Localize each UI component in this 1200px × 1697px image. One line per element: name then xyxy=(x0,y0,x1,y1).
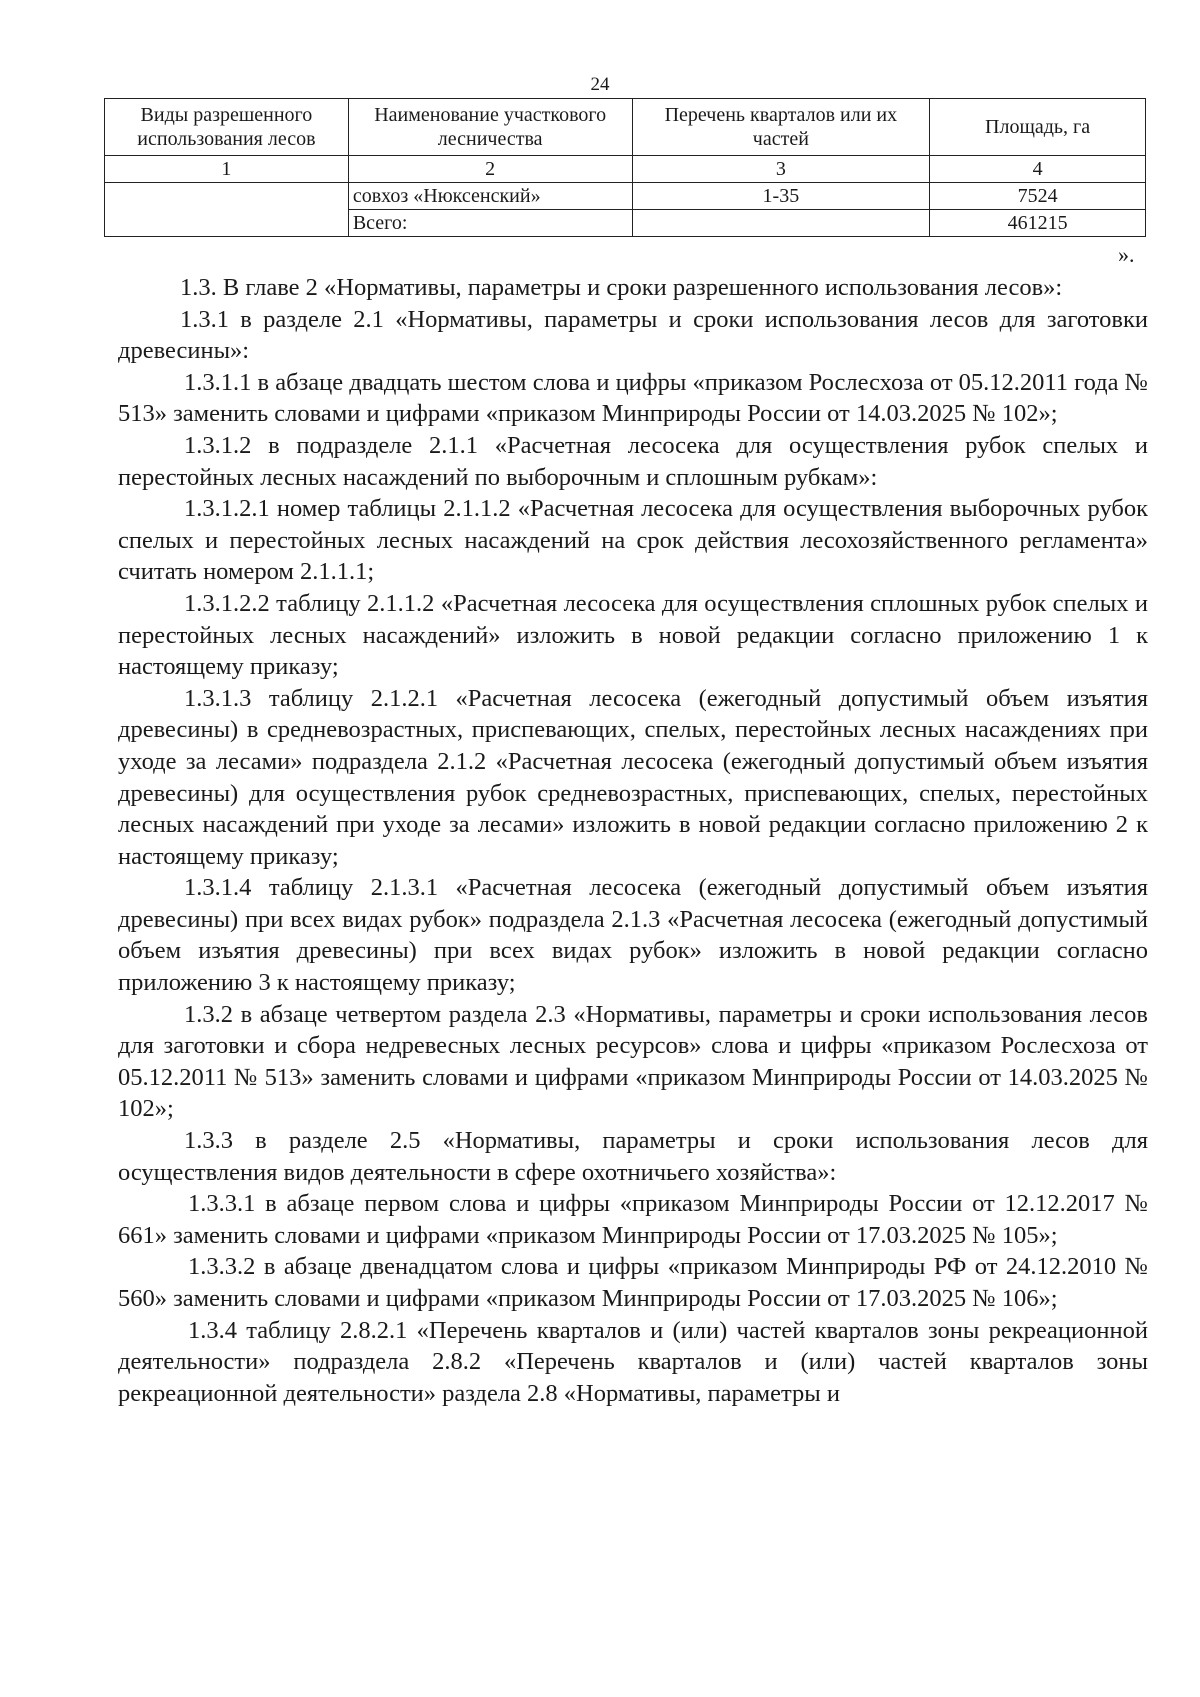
table-cell-use-type xyxy=(105,183,349,237)
paragraph: 1.3. В главе 2 «Нормативы, параметры и сроки разрешенного использования лесов»: xyxy=(180,274,1063,301)
paragraph: 1.3.1.4 таблицу 2.1.3.1 «Расчетная лесосека (ежегодный допустимый объем изъятия древесины) при всех видах рубок» подраздела 2.1.3 «Расчетная лесосека (ежегодный допустимый объем изъятия древесины) при всех видах рубок» изложить в новой редакции согласно приложению 3 к настоящему приказу; xyxy=(118,874,1148,997)
page-number: 24 xyxy=(590,74,610,95)
paragraph: 1.3.3 в разделе 2.5 «Нормативы, параметры и сроки использования лесов для осуществления видов деятельности в сфере охотничьего хозяйства»: xyxy=(118,1127,1148,1186)
table-cell-forestry-name: совхоз «Нюксенский» xyxy=(348,183,632,210)
column-number-cell: 1 xyxy=(105,156,349,183)
closing-quote-mark: ». xyxy=(1118,242,1135,267)
paragraph: 1.3.1 в разделе 2.1 «Нормативы, параметры и сроки использования лесов для заготовки древесины»: xyxy=(118,305,1148,365)
paragraph: 1.3.1.2.1 номер таблицы 2.1.1.2 «Расчетная лесосека для осуществления выборочных рубок спелых и перестойных лесных насаждений на срок действия лесохозяйственного регламента» считать номером 2.1.1.1; xyxy=(118,495,1148,586)
table-cell-quarters: 1-35 xyxy=(632,183,930,210)
column-number-cell: 2 xyxy=(348,156,632,183)
table-header-cell: Перечень кварталов или их частей xyxy=(632,99,930,156)
paragraph: 1.3.1.3 таблицу 2.1.2.1 «Расчетная лесосека (ежегодный допустимый объем изъятия древесины) в средневозрастных, приспевающих, спелых, перестойных лесных насаждениях при уходе за лесами» подраздела 2.1.2 «Расчетная лесосека (ежегодный допустимый объем изъятия древесины) для осуществления рубок средневозрастных, приспевающих, спелых, перестойных лесных насаждений при уходе за лесами» изложить в новой редакции согласно приложению 2 к настоящему приказу; xyxy=(118,684,1148,870)
paragraph: 1.3.3.1 в абзаце первом слова и цифры «приказом Минприроды России от 12.12.2017 № 661» заменить словами и цифрами «приказом Минприроды России от 17.03.2025 № 105»; xyxy=(118,1190,1148,1249)
table-header-row xyxy=(105,99,1146,156)
table-cell-total-label: Всего: xyxy=(348,210,632,237)
column-number-cell: 4 xyxy=(930,156,1146,183)
paragraph: 1.3.1.2.2 таблицу 2.1.1.2 «Расчетная лесосека для осуществления сплошных рубок спелых и перестойных лесных насаждений» изложить в новой редакции согласно приложению 1 к настоящему приказу; xyxy=(118,589,1148,681)
table-cell-quarters xyxy=(632,210,930,237)
table-row xyxy=(105,183,1146,210)
paragraph: 1.3.3.2 в абзаце двенадцатом слова и цифры «приказом Минприроды РФ от 24.12.2010 № 560» заменить словами и цифрами «приказом Минприроды России от 17.03.2025 № 106»; xyxy=(118,1253,1148,1312)
paragraph: 1.3.2 в абзаце четвертом раздела 2.3 «Нормативы, параметры и сроки использования лесов для заготовки и сбора недревесных лесных ресурсов» слова и цифры «приказом Рослесхоза от 05.12.2011 № 513» заменить словами и цифрами «приказом Минприроды России от 14.03.2025 № 102»; xyxy=(118,1000,1148,1123)
table-header-cell: Виды разрешенного использования лесов xyxy=(105,99,349,156)
table-column-number-row xyxy=(105,156,1146,183)
paragraph: 1.3.4 таблицу 2.8.2.1 «Перечень кварталов и (или) частей кварталов зоны рекреационной деятельности» подраздела 2.8.2 «Перечень кварталов и (или) частей кварталов зоны рекреационной деятельности» раздела 2.8 «Нормативы, параметры и xyxy=(118,1316,1148,1407)
table-cell-area: 7524 xyxy=(930,183,1146,210)
amendment-text xyxy=(118,272,1148,1409)
column-number-cell: 3 xyxy=(632,156,930,183)
table-cell-total-area: 461215 xyxy=(930,210,1146,237)
forest-use-table xyxy=(104,98,1146,237)
paragraph: 1.3.1.1 в абзаце двадцать шестом слова и цифры «приказом Рослесхоза от 05.12.2011 года № 513» заменить словами и цифрами «приказом Минприроды России от 14.03.2025 № 102»; xyxy=(118,368,1148,428)
table-header-cell: Наименование участкового лесничества xyxy=(348,99,632,156)
table-header-cell: Площадь, га xyxy=(930,99,1146,156)
paragraph: 1.3.1.2 в подразделе 2.1.1 «Расчетная лесосека для осуществления рубок спелых и перестойных лесных насаждений по выборочным и сплошным рубкам»: xyxy=(118,431,1148,491)
